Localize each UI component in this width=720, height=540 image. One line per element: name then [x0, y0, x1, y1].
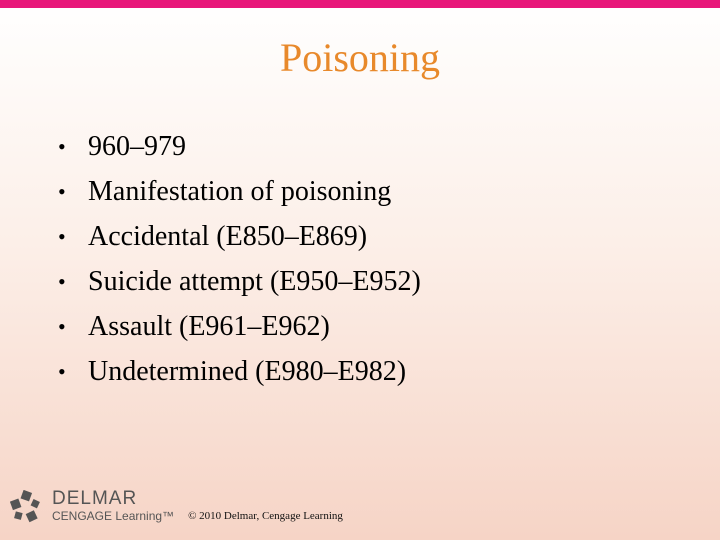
bullet-marker: •: [58, 358, 66, 384]
bullet-text: Manifestation of poisoning: [88, 175, 392, 207]
bullet-text: Accidental (E850–E869): [88, 220, 368, 252]
bullet-marker: •: [58, 223, 66, 249]
delmar-logo-icon: [10, 490, 44, 524]
slide-title: Poisoning: [279, 35, 441, 80]
copyright-text: © 2010 Delmar, Cengage Learning: [188, 510, 343, 522]
delmar-cengage-logo: [10, 490, 174, 524]
list-item: [58, 349, 421, 394]
bullet-marker: •: [58, 133, 66, 159]
logo-wordmark: DELMAR: [52, 488, 138, 509]
bullet-marker: •: [58, 313, 66, 339]
bullet-list: [58, 124, 421, 394]
bullet-marker: •: [58, 268, 66, 294]
list-item: [58, 169, 421, 214]
bullet-text: Suicide attempt (E950–E952): [88, 265, 421, 297]
bullet-text: Undetermined (E980–E982): [88, 355, 407, 387]
logo-subtext: CENGAGE Learning™: [52, 509, 175, 523]
bullet-marker: •: [58, 178, 66, 204]
bullet-text: Assault (E961–E962): [88, 310, 330, 342]
bullet-text: 960–979: [88, 130, 186, 162]
footer: [10, 490, 343, 524]
list-item: [58, 304, 421, 349]
list-item: [58, 124, 421, 169]
list-item: [58, 214, 421, 259]
top-accent-bar: [0, 0, 720, 8]
list-item: [58, 259, 421, 304]
